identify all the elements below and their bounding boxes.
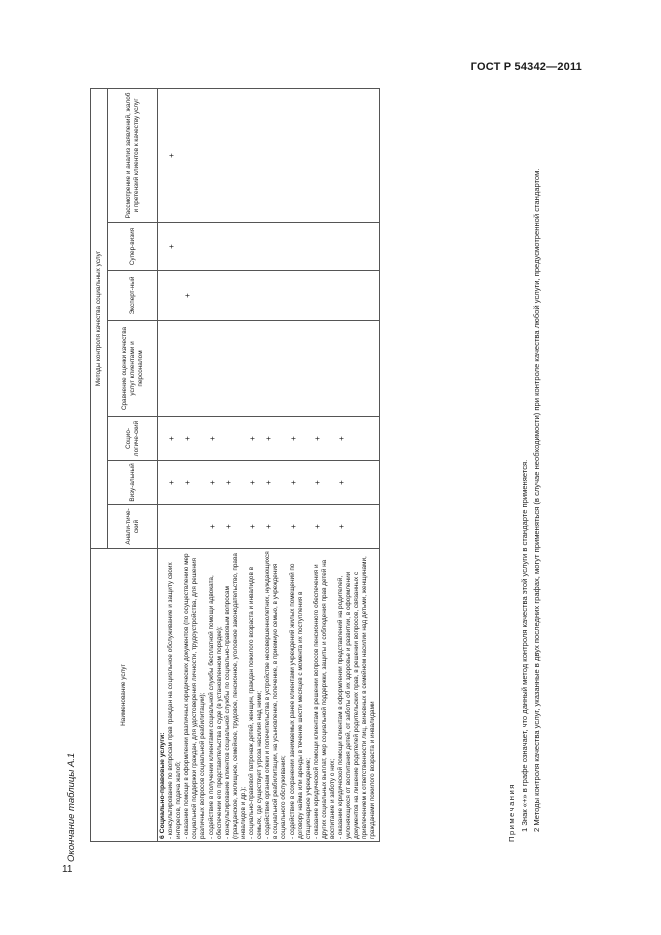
service-item: - содействие в получении клиентами социальной службы бесплатной помощи адвоката, обеспечении его представительства в суде (в установленном порядке); (207, 575, 223, 839)
applied-mark: + (167, 153, 176, 158)
applied-mark: + (248, 524, 257, 529)
section-title: 6 Социально-правовые услуги: (159, 732, 166, 839)
method-mark-column (158, 505, 380, 549)
applied-mark: + (167, 244, 176, 249)
methods-group-header: Методы контроля качества социальных услуг (91, 88, 108, 548)
services-table (90, 88, 380, 842)
applied-mark: + (208, 436, 217, 441)
method-header: Эксперт-ный (108, 271, 158, 321)
applied-mark: + (289, 436, 298, 441)
applied-mark: + (264, 436, 273, 441)
service-item: - оказание юридической помощи клиентам в решении вопросов пенсионного обеспечения и других социальных выплат, мер социальной поддержки, защиты и соблюдения прав детей на воспитание и заботу о них; (312, 559, 336, 839)
applied-mark: + (289, 524, 298, 529)
applied-mark: + (264, 480, 273, 485)
applied-mark: + (313, 524, 322, 529)
applied-mark: + (208, 524, 217, 529)
service-item: - содействие в сохранении занимаемых ранее клиентами учреждений жилых помещений по договору найма или аренды в течение шести месяцев с момента их поступления в стационарное учреждение; (288, 563, 312, 839)
applied-mark: + (248, 436, 257, 441)
applied-mark: + (313, 480, 322, 485)
service-item: - консультирование по вопросам прав граждан на социальное обслуживание и защиту своих интересов, подача жалоб; (167, 562, 183, 839)
note-item-1: 1 Знак «+» в графе означает, что данный метод контроля качества этой услуги в стандарте применяется. (519, 459, 529, 832)
service-item: - консультирование клиентов социальной службы по социально-правовым вопросам (гражданское, жилищное, семейное, трудовое, пенсионное, уголовное законодательство, права инвалидов и др.); (223, 553, 247, 839)
section-title-cell (158, 549, 380, 842)
note-item-2: 2 Методы контроля качества услуг, указанные в двух последних графах, могут применяться (в случае необходимости) при контроле качества любой услуги, предусмотренной стандартом. (532, 168, 541, 832)
method-mark-column (158, 417, 380, 461)
applied-mark: + (337, 480, 346, 485)
applied-mark: + (248, 480, 257, 485)
method-header: Социо-логиче-ский (108, 417, 158, 461)
applied-mark: + (337, 436, 346, 441)
service-item: - оказание юридической помощи клиентам в оформлении представлений на родителей, уклоняющихся от воспитания детей, от заботы об их здоровье и развитии, в оформлении документов на лишение родителей родительских прав, в решении вопросов, связанных с привлечением к ответственности лиц, виновных в семейном насилии над детьми, женщинами, гражданами пожилого возраста и инвалидами (337, 556, 377, 839)
applied-mark: + (208, 480, 217, 485)
service-item: - содействие органам опеки и попечительства в устройстве несовершеннолетних, нуждающихся в социальной реабилитации, на усыновление, попечение, в приемную семью, в учреждения социального обслуживания; (264, 551, 288, 839)
method-header: Анали-тиче-ский (108, 505, 158, 549)
applied-mark: + (264, 524, 273, 529)
method-header: Супер-визия (108, 223, 158, 271)
method-header: Визу-альный (108, 461, 158, 505)
applied-mark: + (183, 436, 192, 441)
page-number: 11 (62, 864, 73, 875)
table-caption: Окончание таблицы А.1 (66, 752, 77, 862)
service-item: - социально-правовой патронаж детей, женщин, граждан пожилого возраста и инвалидов в семьях, где существует угроза насилия над ними; (248, 566, 264, 839)
rotated-table-page (66, 67, 586, 862)
method-header: Рассмотрение и анализ заявлений, жалоб и претензий клиентов к качеству услуг (108, 88, 158, 222)
applied-mark: + (224, 524, 233, 529)
method-mark-column (158, 223, 380, 271)
notes-block (506, 82, 544, 842)
method-mark-column (158, 88, 380, 222)
method-mark-column (158, 461, 380, 505)
service-items (167, 551, 377, 839)
method-header: Сравнение оценки качества услуг клиентами и персоналом (108, 321, 158, 417)
applied-mark: + (289, 480, 298, 485)
applied-mark: + (167, 436, 176, 441)
applied-mark: + (313, 436, 322, 441)
standard-id-header: ГОСТ Р 54342—2011 (470, 61, 582, 73)
applied-mark: + (337, 524, 346, 529)
applied-mark: + (183, 480, 192, 485)
service-item: - оказание помощи в оформлении различных юридических документов (по осуществлению мер социальной поддержки граждан, для удостоверения личности, трудоустройства, для решения различных вопросов социальной реабилитации); (183, 553, 207, 839)
notes-title: Примечания (507, 783, 516, 842)
method-mark-column (158, 271, 380, 321)
applied-mark: + (167, 480, 176, 485)
applied-mark: + (224, 480, 233, 485)
method-mark-column (158, 321, 380, 417)
applied-mark: + (183, 293, 192, 298)
service-name-header: Наименование услуг (91, 549, 158, 842)
